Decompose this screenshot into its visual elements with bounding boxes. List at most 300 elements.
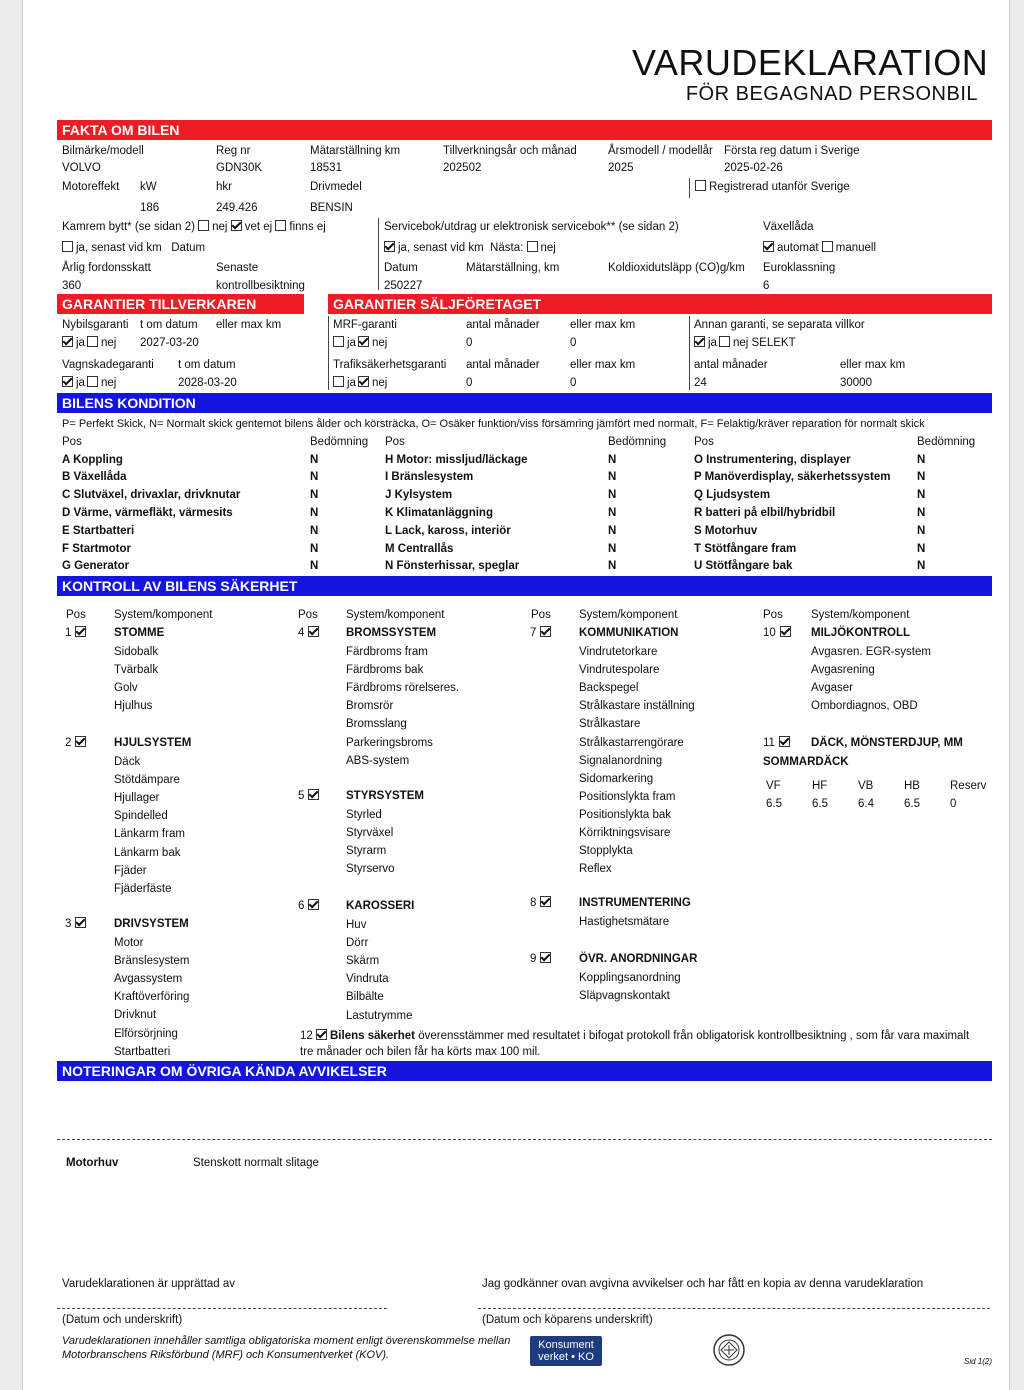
divider-line <box>57 1139 992 1140</box>
checkbox-icon[interactable] <box>198 220 209 231</box>
label-matarstallning: Mätarställning km <box>310 145 401 157</box>
note-text: Stenskott normalt slitage <box>193 1157 319 1169</box>
annan-selekt: nej SELEKT <box>732 337 796 349</box>
tire-depth-value: 6.5 <box>904 798 920 810</box>
value-arsmodell: 2025 <box>608 162 634 174</box>
system-component: Styrväxel <box>346 827 394 839</box>
checkbox-checked-icon[interactable] <box>62 376 73 387</box>
vaxellada-automat: automat <box>777 242 819 254</box>
sakerhet-pos-header: Pos <box>763 609 783 621</box>
checkbox-checked-icon[interactable] <box>308 789 319 800</box>
label-annan-antal: antal månader <box>694 359 768 371</box>
mrf-ja-nej <box>333 336 387 350</box>
kondition-item: R batteri på elbil/hybridbil <box>694 507 836 519</box>
system-component: Signalanordning <box>579 755 663 767</box>
checkbox-icon[interactable] <box>275 220 286 231</box>
system-component: Fjäder <box>114 865 147 877</box>
system-component: Backspegel <box>579 682 639 694</box>
label-tillverkning: Tillverkningsår och månad <box>443 145 577 157</box>
label-vaxellada: Växellåda <box>763 221 814 233</box>
value-mrf-km: 0 <box>570 337 577 349</box>
system-component: Strålkastare <box>579 718 641 730</box>
pos12-number: 12 <box>300 1030 313 1042</box>
system-title: KOMMUNIKATION <box>579 627 679 639</box>
kondition-bedomning-header: Bedömning <box>917 436 976 448</box>
servicebok-nej: nej <box>540 242 556 254</box>
label-trafiksakerhetsgaranti: Trafiksäkerhetsgaranti <box>333 359 447 371</box>
mrf-nej: nej <box>371 337 388 349</box>
divider <box>378 218 379 290</box>
label-motoreffekt: Motoreffekt <box>62 181 120 193</box>
reg-utanfor-label: Registrerad utanför Sverige <box>709 181 850 193</box>
system-title: MILJÖKONTROLL <box>811 627 911 639</box>
label-arsmodell: Årsmodell / modellår <box>608 145 713 157</box>
system-title: STYRSYSTEM <box>346 790 424 802</box>
system-title: ÖVR. ANORDNINGAR <box>579 953 698 965</box>
kondition-grade: N <box>608 543 617 555</box>
annan-ja: ja <box>708 337 717 349</box>
sakerhet-pos-header: Pos <box>298 609 318 621</box>
label-drivmedel: Drivmedel <box>310 181 362 193</box>
system-component: Strålkastare inställning <box>579 700 695 712</box>
signature-right-caption: (Datum och köparens underskrift) <box>482 1314 653 1326</box>
value-drivmedel: BENSIN <box>310 202 353 214</box>
system-pos <box>65 917 89 931</box>
pos12-line2: tre månader och bilen får ha körts max 100 mil. <box>300 1046 541 1058</box>
value-fordonsskatt: 360 <box>62 280 82 292</box>
system-component: Parkeringsbroms <box>346 737 433 749</box>
checkbox-icon[interactable] <box>527 241 538 252</box>
checkbox-checked-icon[interactable] <box>75 736 86 747</box>
system-component: Sidomarkering <box>579 773 654 785</box>
label-kw: kW <box>140 181 157 193</box>
label-senaste: Senaste <box>216 262 259 274</box>
system-component: Stopplykta <box>579 845 633 857</box>
signature-right-label: Jag godkänner ovan avgivna avvikelser och har fått en kopia av denna varudeklaration <box>482 1278 924 1290</box>
label-mrf-max: eller max km <box>570 319 636 331</box>
label-servicebok: Servicebok/utdrag ur elektronisk servicebok** (se sidan 2) <box>384 221 679 233</box>
checkbox-checked-icon[interactable] <box>384 241 395 252</box>
value-euroklass: 6 <box>763 280 770 292</box>
kamrem-label: Kamrem bytt* (se sidan 2) <box>62 221 195 233</box>
section-header-kondition: BILENS KONDITION <box>57 393 992 413</box>
kondition-grade: N <box>310 507 319 519</box>
value-forsta-reg: 2025-02-26 <box>724 162 783 174</box>
vaxellada-manuell: manuell <box>835 242 877 254</box>
kondition-item: I Bränslesystem <box>385 471 474 483</box>
system-component: Drivknut <box>114 1009 157 1021</box>
system-component: Länkarm bak <box>114 847 181 859</box>
kamrem-finns-ej: finns ej <box>289 221 326 233</box>
checkbox-icon[interactable] <box>333 336 344 347</box>
system-component: Bilbälte <box>346 991 384 1003</box>
kondition-item: B Växellåda <box>62 471 127 483</box>
page-number: Sid 1(2) <box>964 1357 993 1366</box>
checkbox-icon[interactable] <box>695 180 706 191</box>
value-matarstallning: 18531 <box>310 162 342 174</box>
value-vagn-date: 2028-03-20 <box>178 377 237 389</box>
system-component: Hastighetsmätare <box>579 916 670 928</box>
system-component: Styrled <box>346 809 382 821</box>
document-subtitle: FÖR BEGAGNAD PERSONBIL <box>685 83 978 105</box>
system-pos-number: 4 <box>298 627 305 639</box>
section-header-noteringar: NOTERINGAR OM ÖVRIGA KÄNDA AVVIKELSER <box>57 1061 992 1081</box>
mrf-seal-icon <box>711 1333 747 1372</box>
system-component: Positionslykta bak <box>579 809 672 821</box>
system-pos <box>530 952 554 966</box>
system-title: STOMME <box>114 627 165 639</box>
sakerhet-pos-header: Pos <box>531 609 551 621</box>
note-item: Motorhuv <box>66 1157 119 1169</box>
checkbox-checked-icon[interactable] <box>540 626 551 637</box>
nybil-nej: nej <box>100 337 117 349</box>
kondition-item: N Fönsterhissar, speglar <box>385 560 520 572</box>
system-pos <box>763 736 793 750</box>
checkbox-checked-icon[interactable] <box>540 952 551 963</box>
system-component: Bromsslang <box>346 718 407 730</box>
kondition-item: P Manöverdisplay, säkerhetssystem <box>694 471 891 483</box>
kondition-item: H Motor: missljud/läckage <box>385 454 528 466</box>
checkbox-icon[interactable] <box>87 336 98 347</box>
label-nybilsgaranti: Nybilsgaranti <box>62 319 129 331</box>
section-header-sakerhet: KONTROLL AV BILENS SÄKERHET <box>57 576 992 596</box>
system-component: Kraftöverföring <box>114 991 190 1003</box>
sakerhet-system-header: System/komponent <box>346 609 445 621</box>
system-component: Motor <box>114 937 144 949</box>
sakerhet-system-header: System/komponent <box>579 609 678 621</box>
checkbox-checked-icon[interactable] <box>540 896 551 907</box>
system-component: Huv <box>346 919 367 931</box>
kondition-grade: N <box>917 489 926 501</box>
label-hkr: hkr <box>216 181 232 193</box>
checkbox-checked-icon[interactable] <box>62 336 73 347</box>
kondition-grade: N <box>310 525 319 537</box>
system-component: Avgassystem <box>114 973 183 985</box>
system-component: Avgaser <box>811 682 853 694</box>
nybil-ja-nej <box>62 336 116 350</box>
value-hkr: 249.426 <box>216 202 258 214</box>
label-matarstallning2: Mätarställning, km <box>466 262 560 274</box>
label-bilmarke: Bilmärke/modell <box>62 145 144 157</box>
tire-position-header: HB <box>904 780 920 792</box>
checkbox-icon[interactable] <box>62 241 73 252</box>
system-component: Färdbroms fram <box>346 646 428 658</box>
signature-left-label: Varudeklarationen är upprättad av <box>62 1278 236 1290</box>
system-pos <box>763 626 794 640</box>
value-trafik-km: 0 <box>570 377 577 389</box>
system-pos <box>298 899 322 913</box>
kondition-item: D Värme, värmefläkt, värmesits <box>62 507 233 519</box>
checkbox-checked-icon[interactable] <box>75 626 86 637</box>
section-header-fakta: FAKTA OM BILEN <box>57 120 992 140</box>
system-component: Bränslesystem <box>114 955 190 967</box>
system-title: BROMSSYSTEM <box>346 627 437 639</box>
system-component: Reflex <box>579 863 612 875</box>
checkbox-checked-icon[interactable] <box>75 917 86 928</box>
servicebok-nasta-label: Nästa: <box>490 242 524 254</box>
system-pos-number: 8 <box>530 897 537 909</box>
kondition-item: K Klimatanläggning <box>385 507 493 519</box>
system-component: Länkarm fram <box>114 828 185 840</box>
tire-depth-value: 6.5 <box>766 798 782 810</box>
divider <box>328 316 329 390</box>
checkbox-checked-icon[interactable] <box>780 626 791 637</box>
system-pos <box>530 896 554 910</box>
konsumentverket-logo <box>530 1336 602 1366</box>
system-pos <box>65 626 89 640</box>
system-component: Sidobalk <box>114 646 159 658</box>
system-component: Tvärbalk <box>114 664 159 676</box>
kamrem-ja-label: ja, senast vid km <box>76 242 162 254</box>
kondition-item: M Centrallås <box>385 543 454 555</box>
kondition-grade: N <box>917 543 926 555</box>
system-component: Vindruta <box>346 973 389 985</box>
kamrem-vet-ej: vet ej <box>244 221 273 233</box>
system-title: DRIVSYSTEM <box>114 918 189 930</box>
system-pos <box>298 789 322 803</box>
system-component: Lastutrymme <box>346 1010 413 1022</box>
kondition-grade: N <box>608 454 617 466</box>
tire-depth-value: 6.5 <box>812 798 828 810</box>
system-pos-number: 6 <box>298 900 305 912</box>
kondition-grade: N <box>608 489 617 501</box>
checkbox-checked-icon[interactable] <box>358 336 369 347</box>
logo-line2: verket • KO <box>538 1351 594 1363</box>
system-component: Avgasren. EGR-system <box>811 646 931 658</box>
divider <box>689 316 690 390</box>
tires-title: SOMMARDÄCK <box>763 756 849 768</box>
kondition-bedomning-header: Bedömning <box>608 436 667 448</box>
signature-right-line[interactable] <box>478 1308 990 1309</box>
checkbox-checked-icon[interactable] <box>231 220 242 231</box>
kondition-pos-header: Pos <box>62 436 82 448</box>
system-pos-number: 1 <box>65 627 72 639</box>
label-fordonsskatt: Årlig fordonsskatt <box>62 262 151 274</box>
kondition-grade: N <box>310 489 319 501</box>
label-datum: Datum <box>384 262 418 274</box>
system-component: Hjullager <box>114 792 160 804</box>
checkbox-checked-icon[interactable] <box>308 626 319 637</box>
system-component: Vindrutetorkare <box>579 646 658 658</box>
system-component: Ombordiagnos, OBD <box>811 700 918 712</box>
trafik-nej: nej <box>371 377 388 389</box>
system-component: Golv <box>114 682 138 694</box>
divider <box>689 178 690 198</box>
label-mrf-garanti: MRF-garanti <box>333 319 397 331</box>
tire-position-header: HF <box>812 780 828 792</box>
kamrem-datum-label: Datum <box>171 242 206 254</box>
trafik-ja: ja <box>347 377 356 389</box>
system-pos <box>65 736 89 750</box>
pos12-line1 <box>300 1029 969 1043</box>
label-euroklass: Euroklassning <box>763 262 836 274</box>
system-component: Skärm <box>346 955 380 967</box>
system-component: Dörr <box>346 937 369 949</box>
servicebok-ja-label: ja, senast vid km <box>398 242 484 254</box>
checkbox-checked-icon[interactable] <box>308 899 319 910</box>
system-pos-number: 3 <box>65 918 72 930</box>
system-component: Färdbroms bak <box>346 664 424 676</box>
system-component: ABS-system <box>346 755 410 767</box>
system-component: Färdbroms rörelseres. <box>346 682 460 694</box>
label-nybil-tom: t om datum <box>140 319 198 331</box>
mrf-ja: ja <box>347 337 356 349</box>
document-page <box>22 0 1010 1390</box>
value-besiktning-datum: 250227 <box>384 280 423 292</box>
kondition-item: A Koppling <box>62 454 123 466</box>
system-title: DÄCK, MÖNSTERDJUP, MM <box>811 737 963 749</box>
kondition-item: G Generator <box>62 560 130 572</box>
kondition-item: T Stötfångare fram <box>694 543 797 555</box>
value-nybil-date: 2027-03-20 <box>140 337 199 349</box>
tire-depth-value: 0 <box>950 798 957 810</box>
kondition-item: J Kylsystem <box>385 489 453 501</box>
kondition-grade: N <box>917 454 926 466</box>
label-annan-garanti: Annan garanti, se separata villkor <box>694 319 865 331</box>
reg-utanfor-checkbox[interactable] <box>695 180 850 194</box>
kondition-item: U Stötfångare bak <box>694 560 793 572</box>
system-pos-number: 2 <box>65 737 72 749</box>
kondition-grade: N <box>917 471 926 483</box>
checkbox-icon[interactable] <box>87 376 98 387</box>
checkbox-icon[interactable] <box>333 376 344 387</box>
trafik-ja-nej <box>333 376 387 390</box>
system-title: HJULSYSTEM <box>114 737 192 749</box>
kondition-grade: N <box>310 543 319 555</box>
kondition-grade: N <box>917 560 926 572</box>
kondition-pos-header: Pos <box>694 436 714 448</box>
system-component: Fjäderfäste <box>114 883 172 895</box>
section-header-garanti-saljforetaget: GARANTIER SÄLJFÖRETAGET <box>328 294 992 314</box>
label-vagn-tom: t om datum <box>178 359 236 371</box>
annan-ja-nej <box>694 336 796 350</box>
system-component: Hjulhus <box>114 700 153 712</box>
system-component: Bromsrör <box>346 700 394 712</box>
value-trafik-man: 0 <box>466 377 473 389</box>
servicebok-ja-row <box>384 241 556 255</box>
kamrem-nej: nej <box>212 221 228 233</box>
system-title: KAROSSERI <box>346 900 415 912</box>
kondition-item: F Startmotor <box>62 543 131 555</box>
system-component: Spindelled <box>114 810 168 822</box>
system-pos-number: 7 <box>530 627 537 639</box>
tire-position-header: VF <box>766 780 781 792</box>
tire-depth-value: 6.4 <box>858 798 874 810</box>
checkbox-checked-icon[interactable] <box>316 1029 327 1040</box>
system-component: Vindrutespolare <box>579 664 660 676</box>
kamrem-row <box>62 220 326 234</box>
nybil-ja: ja <box>76 337 85 349</box>
system-component: Körriktningsvisare <box>579 827 671 839</box>
kondition-bedomning-header: Bedömning <box>310 436 369 448</box>
system-pos <box>298 626 322 640</box>
system-pos-number: 5 <box>298 790 305 802</box>
signature-left-caption: (Datum och underskrift) <box>62 1314 183 1326</box>
logo-line1: Konsument <box>538 1339 594 1351</box>
value-tillverkning: 202502 <box>443 162 482 174</box>
kondition-item: E Startbatteri <box>62 525 135 537</box>
system-component: Styrservo <box>346 863 395 875</box>
checkbox-checked-icon[interactable] <box>694 336 705 347</box>
tire-position-header: VB <box>858 780 874 792</box>
sakerhet-system-header: System/komponent <box>114 609 213 621</box>
system-component: Startbatteri <box>114 1046 171 1058</box>
pos12-bold: Bilens säkerhet <box>330 1030 416 1042</box>
system-component: Stötdämpare <box>114 774 180 786</box>
label-koldioxid: Koldioxidutsläpp (CO)g/km <box>608 262 745 274</box>
checkbox-checked-icon[interactable] <box>779 736 790 747</box>
value-regnr: GDN30K <box>216 162 263 174</box>
label-annan-max: eller max km <box>840 359 906 371</box>
label-mrf-antal: antal månader <box>466 319 540 331</box>
kondition-grade: N <box>608 471 617 483</box>
label-nybil-max: eller max km <box>216 319 282 331</box>
label-regnr: Reg nr <box>216 145 251 157</box>
kondition-grade: N <box>310 560 319 572</box>
pos12-text: överensstämmer med resultatet i bifogat protokoll från obligatorisk kontrollbesiktning , som får vara maximalt <box>415 1030 970 1042</box>
kondition-grade: N <box>917 507 926 519</box>
vagn-ja: ja <box>76 377 85 389</box>
kondition-grade: N <box>310 471 319 483</box>
kondition-item: C Slutväxel, drivaxlar, drivknutar <box>62 489 241 501</box>
system-pos <box>530 626 554 640</box>
label-forsta-reg: Första reg datum i Sverige <box>724 145 860 157</box>
kondition-item: O Instrumentering, displayer <box>694 454 851 466</box>
system-pos-number: 11 <box>763 737 775 749</box>
sakerhet-pos-header: Pos <box>66 609 86 621</box>
kondition-grade: N <box>608 560 617 572</box>
vaxellada-row <box>763 241 876 255</box>
system-component: Positionslykta fram <box>579 791 676 803</box>
checkbox-checked-icon[interactable] <box>358 376 369 387</box>
kondition-item: S Motorhuv <box>694 525 758 537</box>
kondition-grade: N <box>310 454 319 466</box>
system-pos-number: 10 <box>763 627 776 639</box>
kondition-legend: P= Perfekt Skick, N= Normalt skick gentemot bilens ålder och körsträcka, O= Osäker funktion/viss försämring jämfört med normalt, F= Felaktig/kräver reparation för normalt skick <box>62 418 925 430</box>
value-mrf-man: 0 <box>466 337 473 349</box>
checkbox-icon[interactable] <box>719 336 730 347</box>
kamrem-ja-row <box>62 241 205 255</box>
label-kontrollbesiktning: kontrollbesiktning <box>216 280 305 292</box>
vagn-nej: nej <box>100 377 117 389</box>
label-vagnskadegaranti: Vagnskadegaranti <box>62 359 154 371</box>
vagn-ja-nej <box>62 376 116 390</box>
system-component: Kopplingsanordning <box>579 972 681 984</box>
system-component: Däck <box>114 756 141 768</box>
system-component: Släpvagnskontakt <box>579 990 670 1002</box>
kondition-item: L Lack, kaross, interiör <box>385 525 511 537</box>
signature-left-line[interactable] <box>57 1308 387 1309</box>
label-trafik-antal: antal månader <box>466 359 540 371</box>
checkbox-checked-icon[interactable] <box>763 241 774 252</box>
system-component: Styrarm <box>346 845 387 857</box>
kondition-grade: N <box>608 525 617 537</box>
kondition-grade: N <box>917 525 926 537</box>
kondition-grade: N <box>608 507 617 519</box>
document-title: VARUDEKLARATION <box>632 42 989 83</box>
sakerhet-system-header: System/komponent <box>811 609 910 621</box>
system-component: Elförsörjning <box>114 1028 178 1040</box>
checkbox-icon[interactable] <box>822 241 833 252</box>
system-title: INSTRUMENTERING <box>579 897 691 909</box>
kondition-item: Q Ljudsystem <box>694 489 771 501</box>
value-bilmarke: VOLVO <box>62 162 101 174</box>
tire-position-header: Reserv <box>950 780 987 792</box>
value-annan-km: 30000 <box>840 377 872 389</box>
system-pos-number: 9 <box>530 953 537 965</box>
value-kw: 186 <box>140 202 160 214</box>
system-component: Strålkastarrengörare <box>579 737 684 749</box>
